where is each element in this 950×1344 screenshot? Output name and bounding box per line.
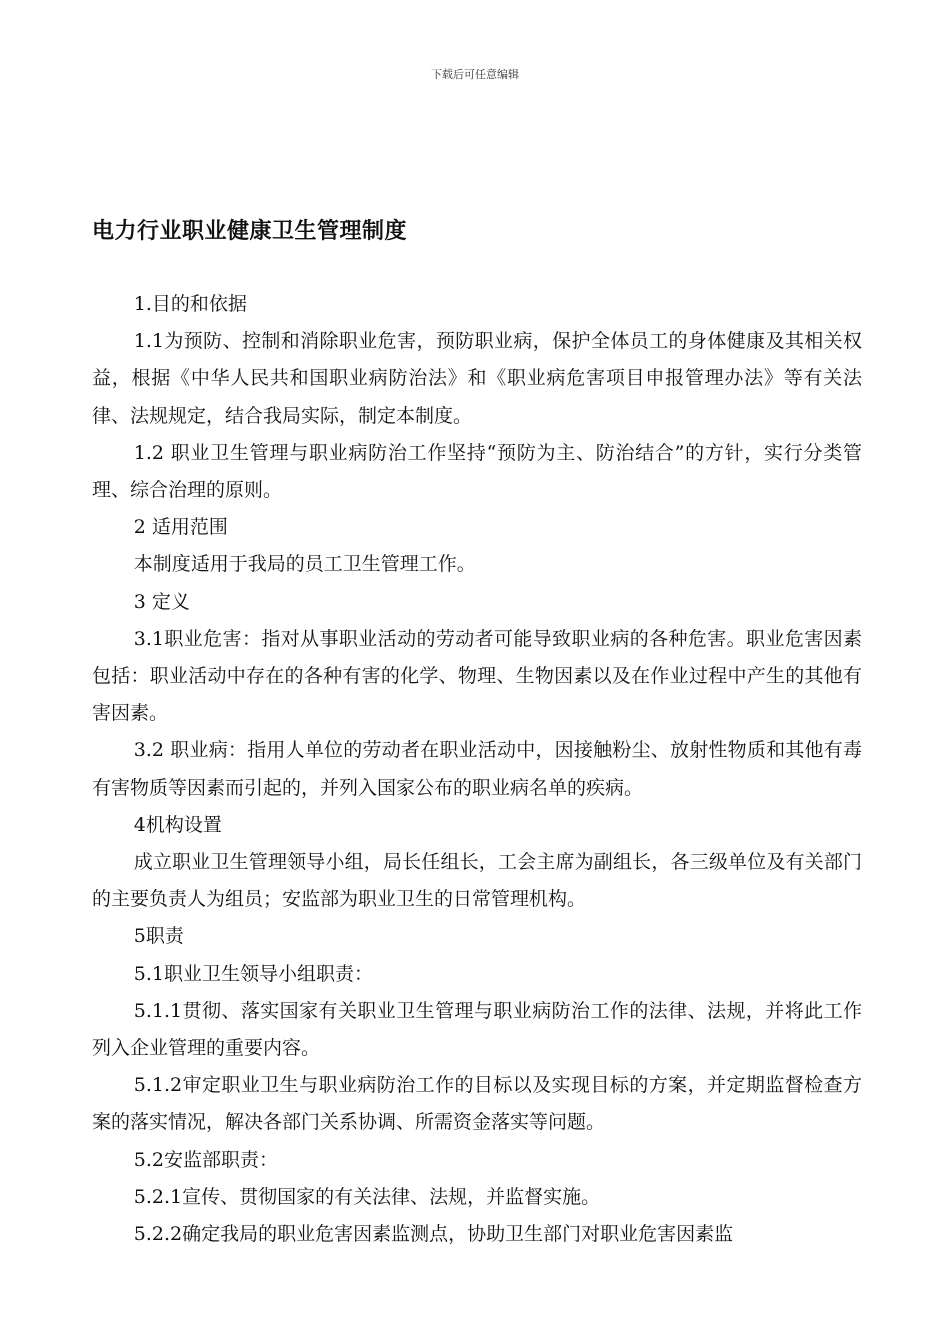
header-note: 下载后可任意编辑: [431, 68, 519, 81]
section-heading-1: 1.目的和依据: [133, 293, 247, 315]
document-body: [92, 286, 862, 1253]
paragraph-3-1: 3.1职业危害：指对从事职业活动的劳动者可能导致职业病的各种危害。职业危害因素包括：职业活动中存在的各种有害的化学、物理、生物因素以及在作业过程中产生的其他有害因素。: [92, 627, 862, 725]
paragraph-5-2-2: 5.2.2确定我局的职业危害因素监测点，协助卫生部门对职业危害因素监: [133, 1223, 734, 1246]
document-title: 电力行业职业健康卫生管理制度: [92, 219, 408, 244]
paragraph-3-2: 3.2 职业病：指用人单位的劳动者在职业活动中，因接触粉尘、放射性物质和其他有毒有害物质等因素而引起的，并列入国家公布的职业病名单的疾病。: [92, 739, 862, 799]
paragraph-5-1-1: 5.1.1贯彻、落实国家有关职业卫生管理与职业病防治工作的法律、法规，并将此工作列入企业管理的重要内容。: [92, 999, 862, 1060]
paragraph-2: 本制度适用于我局的员工卫生管理工作。: [133, 553, 476, 576]
paragraph-1-2: 1.2 职业卫生管理与职业病防治工作坚持“预防为主、防治结合”的方针，实行分类管理、综合治理的原则。: [92, 441, 862, 502]
section-heading-2: 2 适用范围: [133, 516, 228, 539]
paragraph-5-1: 5.1职业卫生领导小组职责：: [133, 962, 374, 985]
paragraph-4: 成立职业卫生管理领导小组，局长任组长，工会主席为副组长，各三级单位及有关部门的主要负责人为组员；安监部为职业卫生的日常管理机构。: [92, 851, 862, 911]
section-heading-3: 3 定义: [133, 590, 190, 613]
section-heading-4: 4机构设置: [133, 813, 222, 836]
paragraph-5-2: 5.2安监部职责：: [133, 1148, 279, 1171]
paragraph-5-1-2: 5.1.2审定职业卫生与职业病防治工作的目标以及实现目标的方案，并定期监督检查方案的落实情况，解决各部门关系协调、所需资金落实等问题。: [92, 1074, 862, 1134]
section-heading-5: 5职责: [133, 925, 184, 948]
paragraph-5-2-1: 5.2.1宣传、贯彻国家的有关法律、法规，并监督实施。: [133, 1185, 601, 1208]
paragraph-1-1: 1.1为预防、控制和消除职业危害，预防职业病，保护全体员工的身体健康及其相关权益，根据《中华人民共和国职业病防治法》和《职业病危害项目申报管理办法》等有关法律、法规规定，结合我局实际，制定本制度。: [92, 330, 862, 427]
